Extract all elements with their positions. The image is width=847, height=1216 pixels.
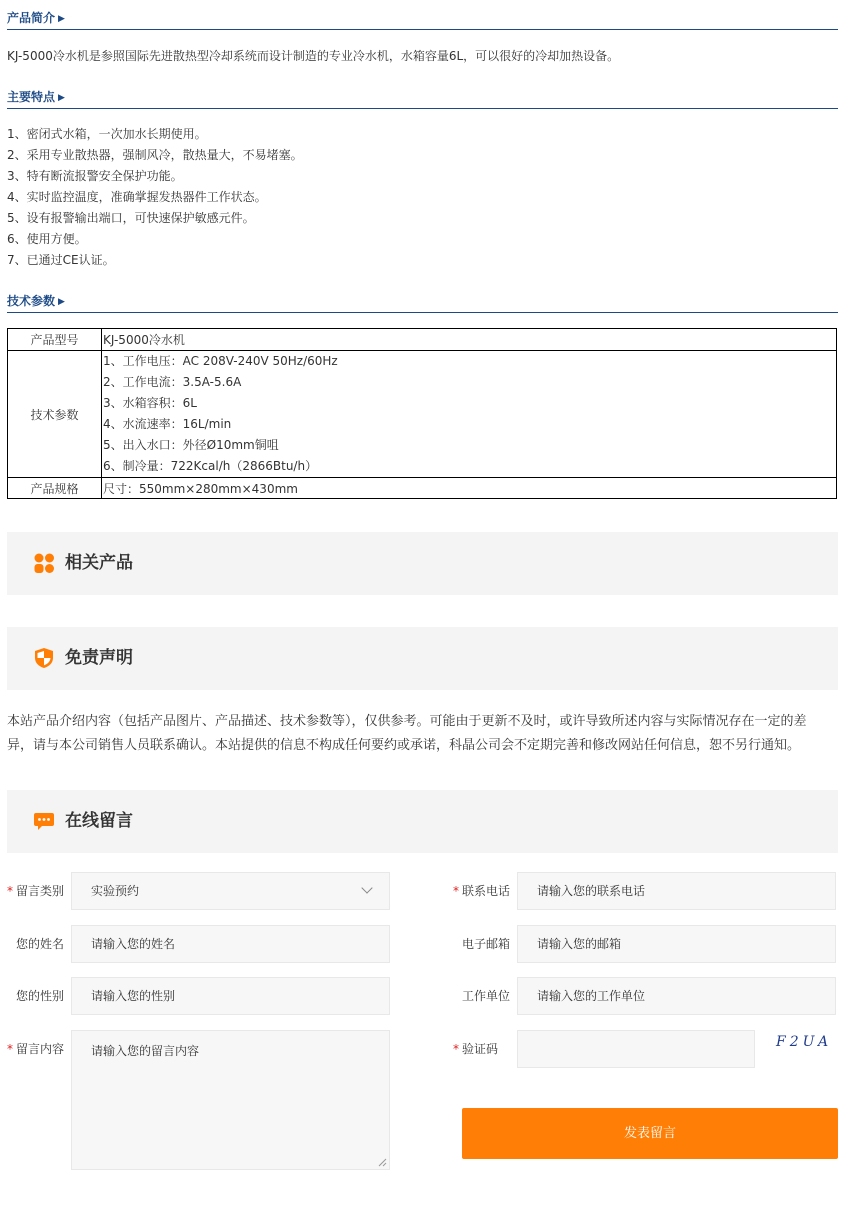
disclaimer-band (7, 627, 838, 690)
spec-param: 2、工作电流：3.5A-5.6A (103, 375, 242, 389)
captcha-input[interactable] (517, 1030, 755, 1068)
content-placeholder: 请输入您的留言内容 (91, 1044, 200, 1058)
name-label: 您的姓名 (16, 937, 65, 951)
spec-param: 4、水流速率：16L/min (103, 417, 232, 431)
list-item: 3、特有断流报警安全保护功能。 (7, 169, 183, 183)
chat-icon (33, 810, 55, 832)
features-title: 主要特点 (7, 90, 56, 104)
intro-title: 产品简介 (7, 11, 56, 25)
spec-key: 产品规格 (8, 478, 102, 499)
spec-param: 5、出入水口：外径Ø10mm铜咀 (103, 438, 279, 452)
triangle-right-icon: ▶ (58, 14, 65, 24)
list-item: 4、实时监控温度，准确掌握发热器件工作状态。 (7, 190, 267, 204)
list-item: 5、设有报警输出端口，可快速保护敏感元件。 (7, 211, 255, 225)
specs-heading (7, 291, 838, 313)
spec-value: KJ-5000冷水机 (102, 329, 837, 351)
category-select[interactable] (71, 872, 390, 910)
triangle-right-icon: ▶ (58, 297, 65, 307)
spec-value: 尺寸：550mm×280mm×430mm (102, 478, 837, 499)
name-input[interactable]: 请输入您的姓名 (71, 925, 390, 963)
list-item: 7、已通过CE认证。 (7, 253, 115, 267)
chevron-down-icon (361, 882, 372, 893)
phone-input[interactable]: 请输入您的联系电话 (517, 872, 836, 910)
features-heading (7, 87, 838, 109)
grid-icon (33, 552, 55, 574)
related-products-title: 相关产品 (65, 553, 133, 573)
gender-input[interactable]: 请输入您的性别 (71, 977, 390, 1015)
email-input[interactable]: 请输入您的邮箱 (517, 925, 836, 963)
disclaimer-title: 免责声明 (65, 648, 133, 668)
table-row (8, 329, 837, 351)
spec-param: 1、工作电压：AC 208V-240V 50Hz/60Hz (103, 354, 338, 368)
intro-text: KJ-5000冷水机是参照国际先进散热型冷却系统而设计制造的专业冷水机，水箱容量6L，可以很好的冷却加热设备。 (7, 49, 620, 63)
specs-title: 技术参数 (7, 294, 56, 308)
message-band (7, 790, 838, 853)
list-item: 1、密闭式水箱，一次加水长期使用。 (7, 127, 207, 141)
spec-param: 3、水箱容积：6L (103, 396, 197, 410)
company-input[interactable]: 请输入您的工作单位 (517, 977, 836, 1015)
message-title: 在线留言 (65, 811, 133, 831)
content-label: * 留言内容 (7, 1042, 65, 1056)
related-products-band (7, 532, 838, 595)
spec-key: 技术参数 (8, 351, 102, 478)
spec-key: 产品型号 (8, 329, 102, 351)
email-label: 电子邮箱 (462, 937, 511, 951)
company-label: 工作单位 (462, 989, 511, 1003)
spec-table (7, 328, 837, 499)
table-row (8, 351, 837, 478)
spec-param: 6、制冷量：722Kcal/h（2866Btu/h） (103, 459, 318, 473)
spec-value (102, 351, 837, 478)
submit-button[interactable]: 发表留言 (462, 1108, 838, 1159)
shield-icon (33, 647, 55, 669)
resize-handle-icon[interactable] (378, 1158, 387, 1167)
captcha-label: * 验证码 (453, 1042, 499, 1056)
category-value: 实验预约 (91, 884, 140, 898)
phone-label: * 联系电话 (453, 884, 511, 898)
gender-label: 您的性别 (16, 989, 65, 1003)
triangle-right-icon: ▶ (58, 93, 65, 103)
disclaimer-text: 本站产品介绍内容（包括产品图片、产品描述、技术参数等），仅供参考。可能由于更新不及时，或许导致所述内容与实际情况存在一定的差异，请与本公司销售人员联系确认。本站提供的信息不构成任何要约或承诺，科晶公司会不定期完善和修改网站任何信息，恕不另行通知。 (7, 714, 807, 753)
content-textarea[interactable] (71, 1030, 390, 1170)
table-row (8, 478, 837, 499)
category-label: * 留言类别 (7, 884, 65, 898)
intro-heading (7, 8, 838, 30)
list-item: 2、采用专业散热器，强制风冷，散热量大，不易堵塞。 (7, 148, 303, 162)
list-item: 6、使用方便。 (7, 232, 87, 246)
captcha-image[interactable]: F2UA (776, 1034, 833, 1050)
